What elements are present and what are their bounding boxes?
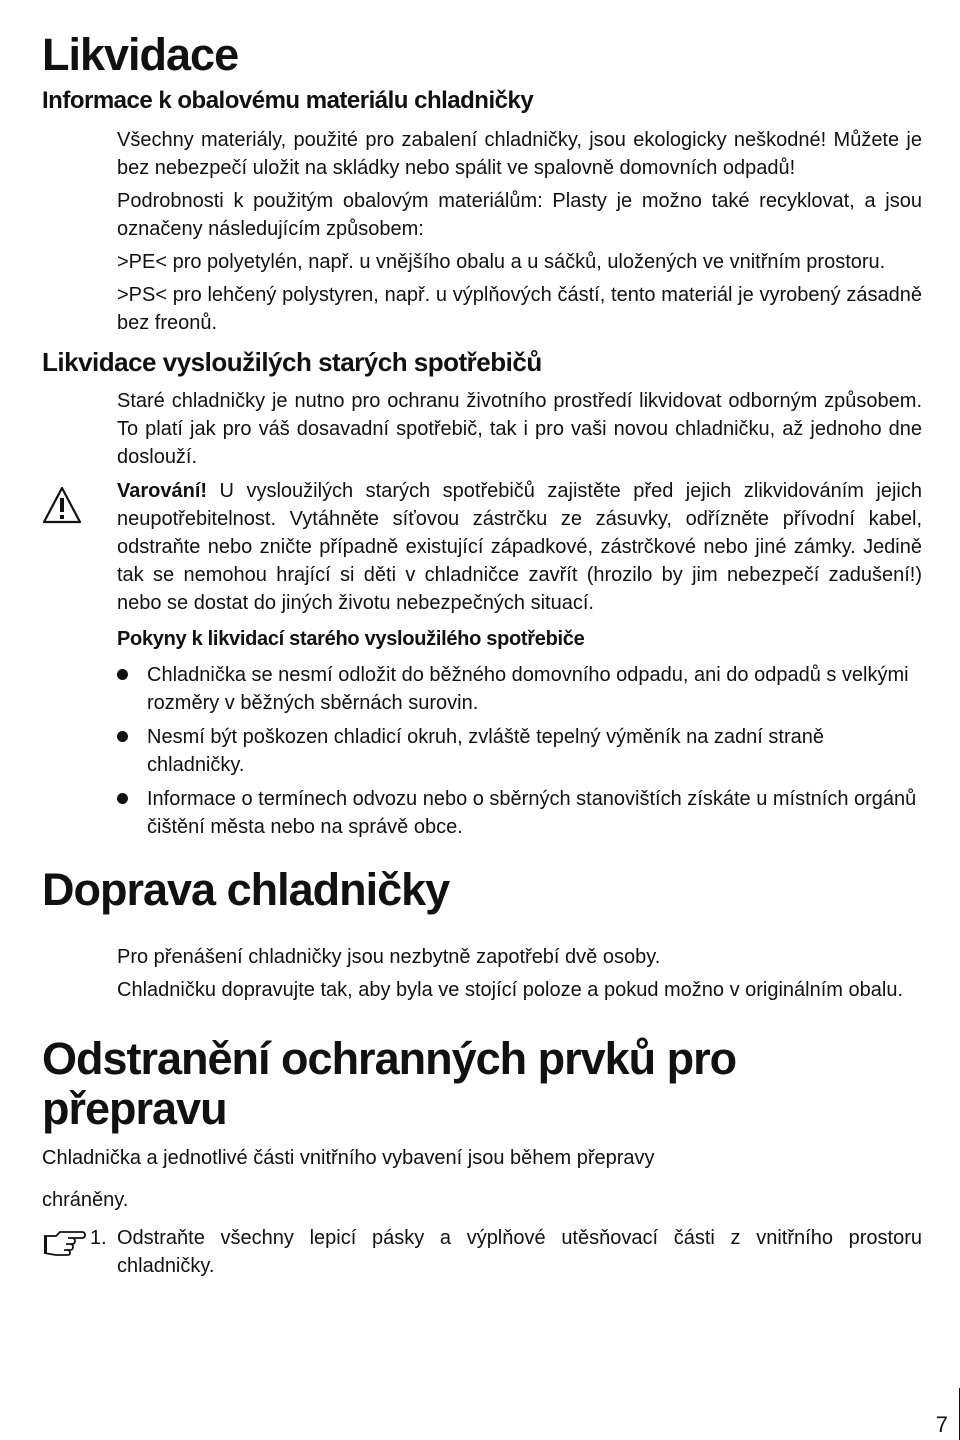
bullet-icon <box>117 669 128 680</box>
page-number: 7 <box>935 1412 948 1437</box>
subheading-disposal-instructions: Pokyny k likvidací starého vysloužilého spotřebiče <box>117 628 585 650</box>
step-number: 1. <box>90 1227 107 1249</box>
step-1 <box>42 1224 922 1280</box>
bullet-icon <box>117 731 128 742</box>
list-item: Informace o termínech odvozu nebo o sběrných stanovištích získáte u místních orgánů čištění města nebo na správě obce. <box>117 785 922 841</box>
heading-old-appliances: Likvidace vysloužilých starých spotřebičů <box>42 347 542 377</box>
step-text: Odstraňte všechny lepicí pásky a výplňové utěsňovací části z vnitřního prostoru chladničky. <box>117 1227 922 1277</box>
disposal-bullet-list <box>117 661 922 841</box>
paragraph-old-appliances: Staré chladničky je nutno pro ochranu životního prostředí likvidovat odborným způsobem. To platí jak pro váš dosavadní spotřebič, tak i pro vaši novou chladničku, až jednoho dne doslouží. <box>117 390 922 468</box>
paragraph-pe: >PE< pro polyetylén, např. u vnějšího obalu a u sáčků, uložených ve vnitřním prostoru. <box>117 251 886 273</box>
list-item: Chladnička se nesmí odložit do běžného domovního odpadu, ani do odpadů s velkými rozměry v běžných sběrnách surovin. <box>117 661 922 717</box>
paragraph-transport-position: Chladničku dopravujte tak, aby byla ve stojící poloze a pokud možno v originálním obalu. <box>117 979 904 1001</box>
section-title-likvidace: Likvidace <box>42 29 239 80</box>
paragraph-transport-persons: Pro přenášení chladničky jsou nezbytně zapotřebí dvě osoby. <box>117 946 661 968</box>
paragraph-ps: >PS< pro lehčený polystyren, např. u výplňových částí, tento materiál je vyrobený zásadně bez freonů. <box>117 284 922 334</box>
paragraph-packaging-eco: Všechny materiály, použité pro zabalení chladničky, jsou ekologicky neškodné! Můžete je bez nebezpečí uložit na skládky nebo spálit ve spalovně domovních odpadů! <box>117 129 922 179</box>
section-title-transport: Doprava chladničky <box>42 864 450 915</box>
paragraph-warning <box>117 477 922 617</box>
section-title-transport-protection: Odstranění ochranných prvků pro přepravu <box>42 1033 737 1134</box>
warning-block <box>42 477 922 617</box>
subheading-packaging: Informace k obalovému materiálu chladničky <box>42 87 534 114</box>
page-content <box>42 28 922 1280</box>
paragraph-packaging-details: Podrobnosti k použitým obalovým materiálům: Plasty je možno také recyklovat, a jsou označeny následujícím způsobem: <box>117 190 922 240</box>
list-item: Nesmí být poškozen chladicí okruh, zvláště tepelný výměník na zadní straně chladničky. <box>117 723 922 779</box>
pointing-hand-icon <box>42 1226 86 1256</box>
paragraph-protection: Chladnička a jednotlivé části vnitřního vybavení jsou během přepravy <box>42 1147 655 1169</box>
paragraph-protection-cont: chráněny. <box>42 1189 129 1211</box>
warning-triangle-icon <box>42 485 82 525</box>
warning-label: Varování! <box>117 480 208 502</box>
warning-text: U vysloužilých starých spotřebičů zajistěte před jejich zlikvidováním jejich neupotřebitelnost. Vytáhněte síťovou zástrčku ze zásuvky, odřízněte přívodní kabel, odstraňte nebo zničte případně existující západkové, zástrčkové nebo jiné zámky. Jedině tak se nemohou hrající si děti v chladničce zavřít (hrozilo by jim nebezpečí zadušení!) nebo se dostat do jiných životu nebezpečných situací. <box>117 480 922 614</box>
bullet-icon <box>117 793 128 804</box>
